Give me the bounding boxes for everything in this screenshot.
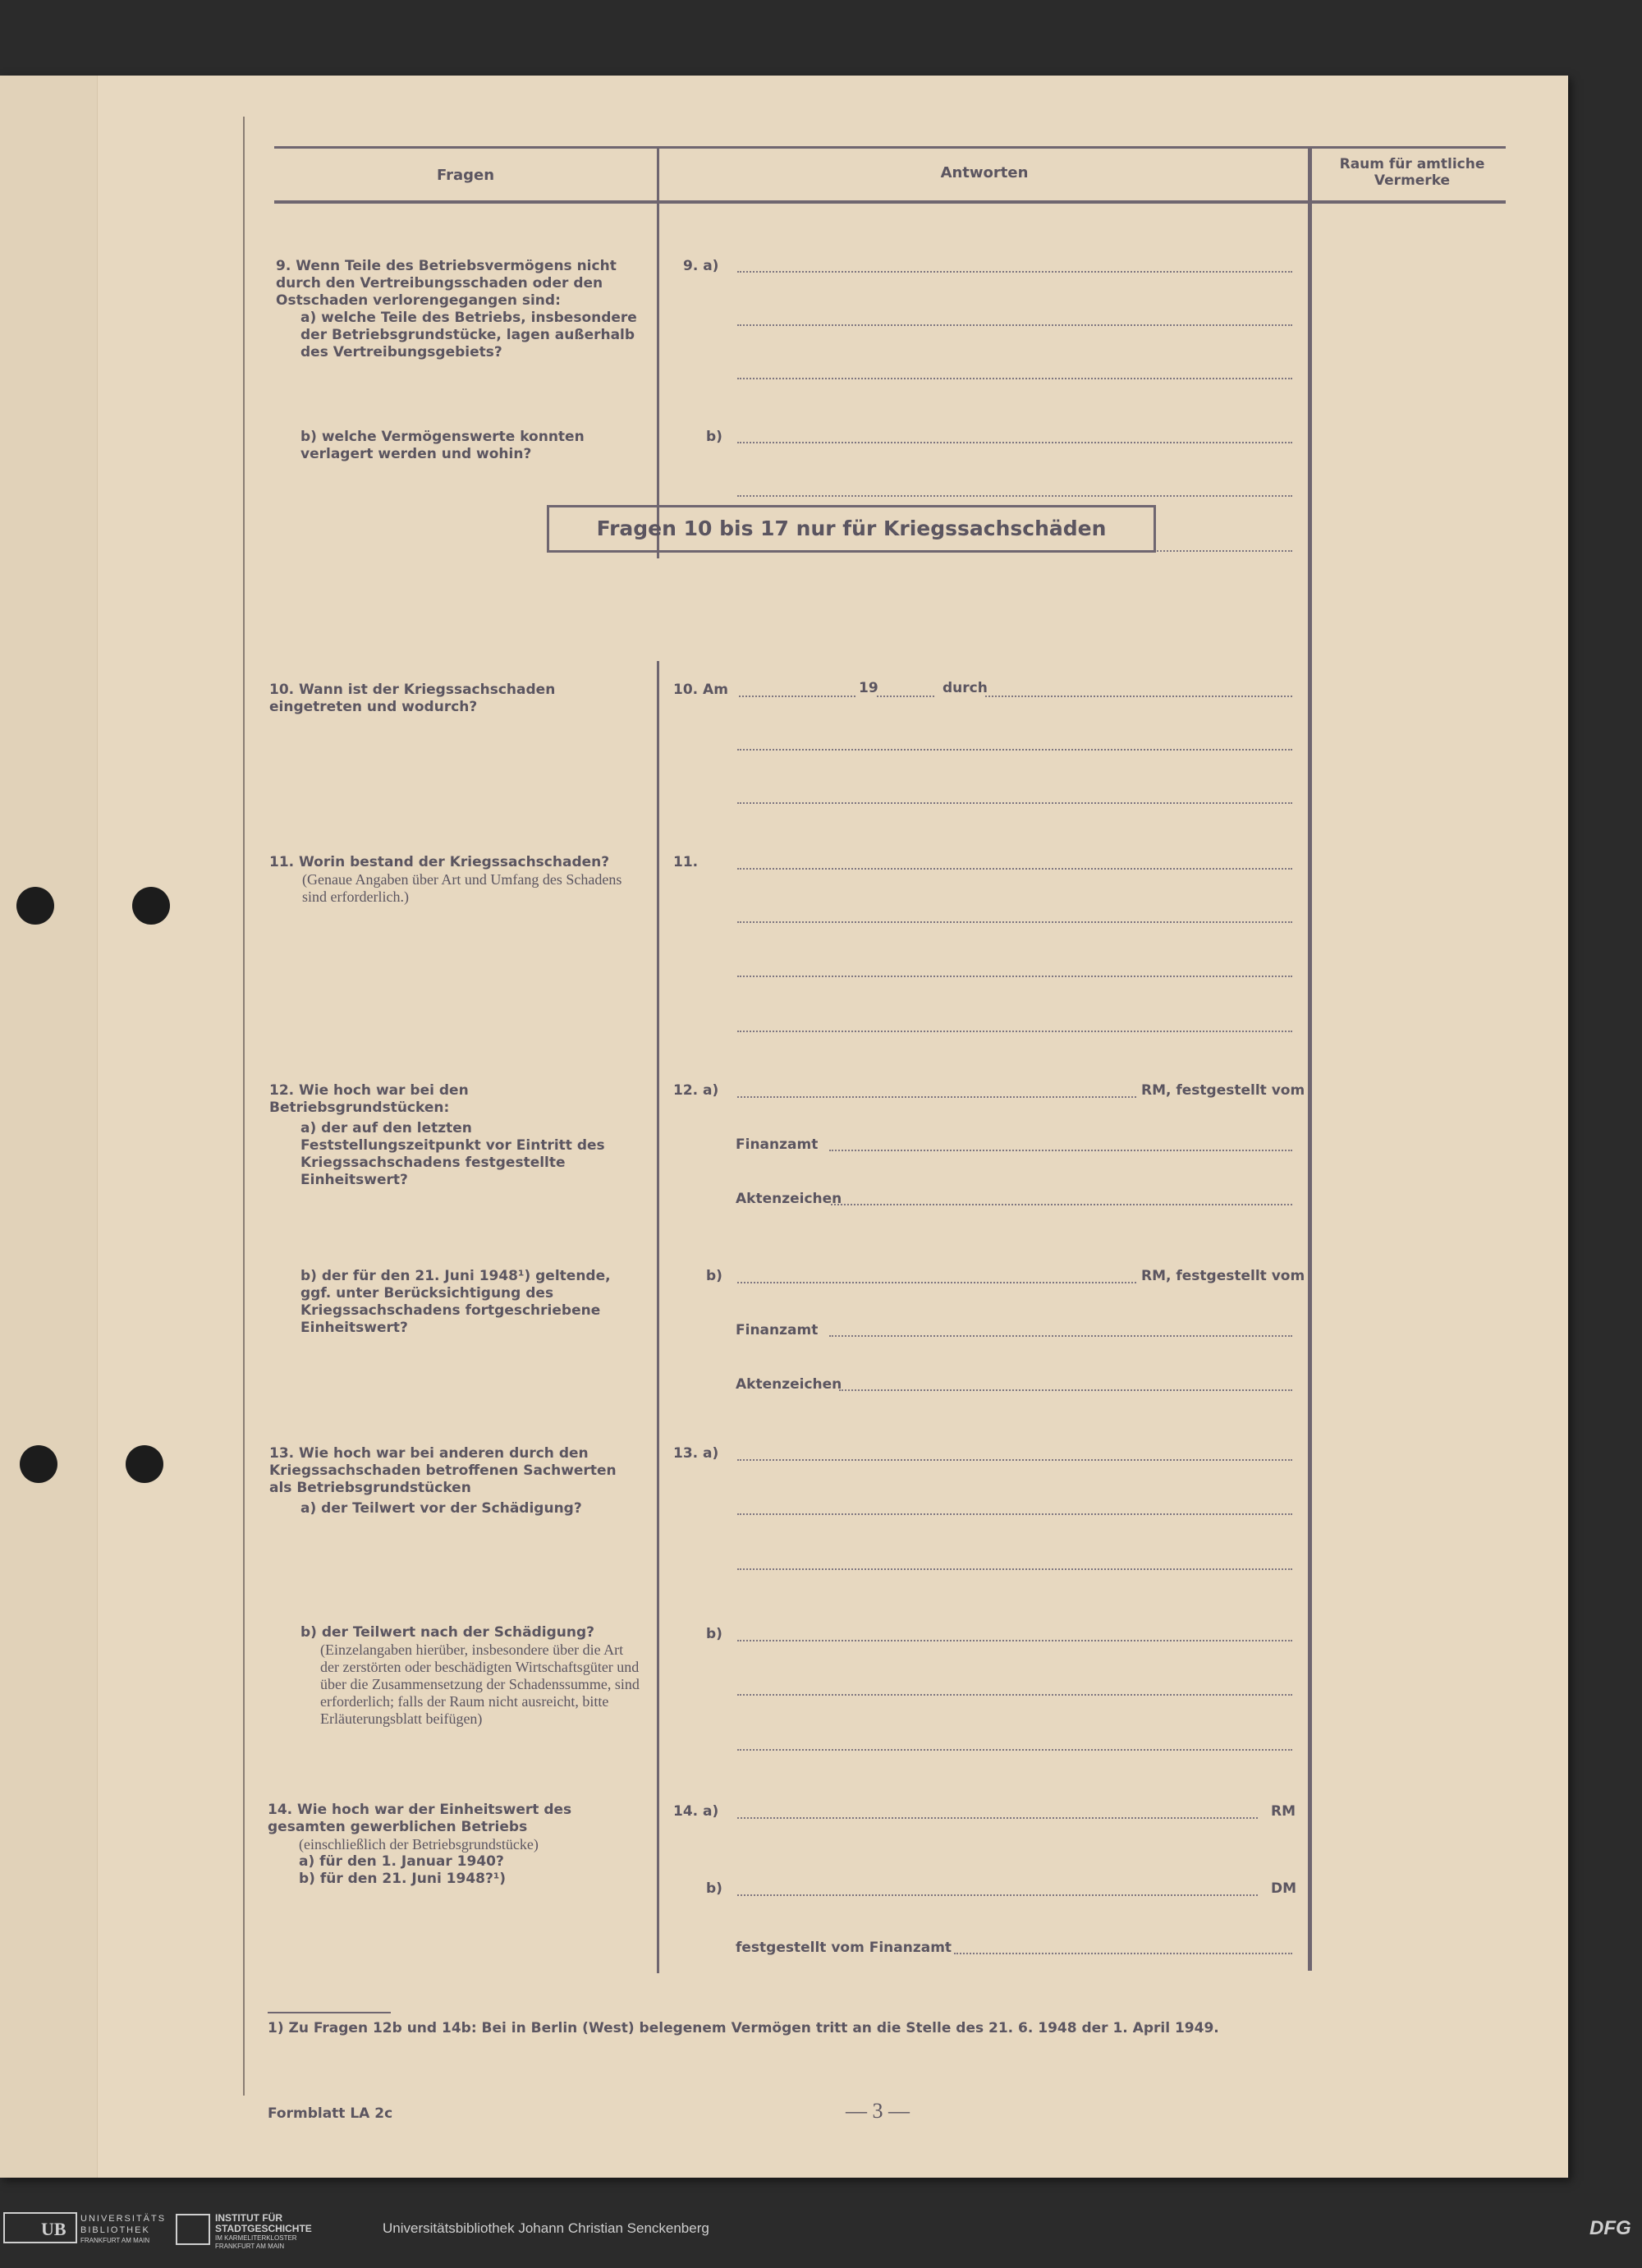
- answer-9b-label: b): [706, 429, 722, 445]
- ub-logo: UB: [3, 2212, 77, 2243]
- column-header-raum: Raum für amtliche Vermerke: [1339, 156, 1485, 189]
- question-13: 13. Wie hoch war bei anderen durch den Kriegssachschaden betroffenen Sachwerten als Betriebsgrundstücken a) der Teilwert vor der Schädigung?: [269, 1445, 640, 1517]
- question-9: 9. Wenn Teile des Betriebsvermögens nicht durch den Vertreibungsschaden oder den Ostschaden verlorengegangen sind: a) welche Teile des Betriebs, insbesondere der Betriebsgrundstücke, lagen außerhalb des Vertreibungsgebiets?: [276, 258, 640, 361]
- answer-10-durch: durch: [943, 680, 988, 696]
- answer-13b-label: b): [706, 1626, 722, 1642]
- answer-line[interactable]: [954, 1953, 1292, 1954]
- answer-line[interactable]: [985, 696, 1292, 697]
- form-id: Formblatt LA 2c: [268, 2105, 393, 2122]
- library-name: Universitätsbibliothek Johann Christian Senckenberg: [383, 2220, 709, 2236]
- answer-13a-label: 13. a): [673, 1445, 719, 1462]
- answer-line[interactable]: [739, 696, 855, 697]
- answer-12a-finanzamt: Finanzamt: [736, 1136, 819, 1153]
- answer-line[interactable]: [737, 1568, 1292, 1570]
- answer-line[interactable]: [877, 696, 934, 697]
- viewer-footer: [0, 2202, 1642, 2268]
- answer-line[interactable]: [829, 1335, 1292, 1337]
- answer-line[interactable]: [737, 378, 1292, 379]
- punch-hole: [20, 1445, 57, 1483]
- column-divider-fragen: [657, 148, 659, 558]
- answer-9a-label: 9. a): [683, 258, 719, 274]
- ub-logo-line1: UNIVERSITÄTS: [80, 2214, 167, 2224]
- column-divider-raum: [1308, 146, 1312, 1971]
- question-14-b: b) für den 21. Juni 1948?¹): [299, 1871, 507, 1887]
- answer-12a-rm: RM, festgestellt vom: [1141, 1082, 1305, 1099]
- column-divider-fragen: [657, 661, 659, 1973]
- question-12: 12. Wie hoch war bei den Betriebsgrundstücken: a) der auf den letzten Feststellungszeitpunkt vor Eintritt des Kriegssachschadens festgestellte Einheitswert?: [269, 1082, 640, 1189]
- answer-line[interactable]: [737, 976, 1292, 977]
- answer-14a-rm: RM: [1271, 1803, 1296, 1820]
- isg-logo-line3: IM KARMELITERKLOSTER: [215, 2234, 297, 2242]
- question-9-b: b) welche Vermögenswerte konnten verlagert werden und wohin?: [300, 429, 585, 462]
- isg-logo-line2: STADTGESCHICHTE: [215, 2223, 312, 2234]
- answer-10-label: 10. Am: [673, 682, 728, 698]
- answer-12b-finanzamt: Finanzamt: [736, 1322, 819, 1338]
- answer-line[interactable]: [737, 1640, 1292, 1641]
- answer-line[interactable]: [737, 749, 1292, 751]
- isg-logo-line4: FRANKFURT AM MAIN: [215, 2243, 285, 2250]
- footnote: 1) Zu Fragen 12b und 14b: Bei in Berlin (West) belegenem Vermögen tritt an die Stelle des 21. 6. 1948 der 1. April 1949.: [268, 2020, 1219, 2036]
- punch-hole: [132, 887, 170, 925]
- answer-12b-rm: RM, festgestellt vom: [1141, 1268, 1305, 1284]
- question-13-b: b) der Teilwert nach der Schädigung? (Einzelangaben hierüber, insbesondere über die Art der zerstörten oder beschädigten Wirtschaftsgüter und über die Zusammensetzung der Schadenssumme, sind erforderlich; falls der Raum nicht ausreicht, bitte Erläuterungsblatt beifügen): [300, 1624, 640, 1727]
- footnote-rule: [268, 2012, 391, 2013]
- left-margin-rule: [243, 117, 245, 2096]
- question-10: 10. Wann ist der Kriegssachschaden eingetreten und wodurch?: [269, 682, 556, 715]
- question-11: 11. Worin bestand der Kriegssachschaden? (Genaue Angaben über Art und Umfang des Schadens sind erforderlich.): [269, 854, 640, 906]
- answer-line[interactable]: [737, 495, 1292, 497]
- punch-hole: [126, 1445, 163, 1483]
- question-11-note: (Genaue Angaben über Art und Umfang des Schadens sind erforderlich.): [302, 871, 622, 905]
- answer-line[interactable]: [737, 1694, 1292, 1696]
- question-14: 14. Wie hoch war der Einheitswert des gesamten gewerblichen Betriebs (einschließlich der Betriebsgrundstücke) a) für den 1. Januar 1940? b) für den 21. Juni 1948?¹): [268, 1802, 640, 1888]
- header-top-rule: [274, 146, 1506, 149]
- answer-14b-label: b): [706, 1880, 722, 1897]
- answer-line[interactable]: [737, 1513, 1292, 1515]
- question-13-note: (Einzelangaben hierüber, insbesondere über die Art der zerstörten oder beschädigten Wirtschaftsgüter und über die Zusammensetzung der Schadenssumme, sind erforderlich; falls der Raum nicht ausreicht, bitte Erläuterungsblatt beifügen): [320, 1641, 640, 1727]
- answer-line[interactable]: [737, 1817, 1258, 1819]
- header-bottom-rule: [274, 200, 1506, 204]
- question-14-a: a) für den 1. Januar 1940?: [299, 1853, 504, 1870]
- answer-line[interactable]: [737, 442, 1292, 443]
- question-14-note: (einschließlich der Betriebsgrundstücke): [299, 1836, 539, 1853]
- answer-line[interactable]: [737, 271, 1292, 273]
- answer-14b-dm: DM: [1271, 1880, 1297, 1897]
- isg-logo: [176, 2214, 210, 2245]
- question-13-a: a) der Teilwert vor der Schädigung?: [300, 1500, 582, 1517]
- column-header-fragen: Fragen: [436, 167, 495, 184]
- answer-line[interactable]: [737, 1749, 1292, 1751]
- ub-logo-line3: FRANKFURT AM MAIN: [80, 2237, 150, 2244]
- answer-14-festgestellt: festgestellt vom Finanzamt: [736, 1940, 952, 1956]
- ub-logo-line2: BIBLIOTHEK: [80, 2225, 150, 2235]
- answer-line[interactable]: [737, 1096, 1136, 1098]
- form-page: [0, 76, 1568, 2178]
- isg-logo-line1: INSTITUT FÜR: [215, 2212, 282, 2224]
- answer-line[interactable]: [737, 1282, 1136, 1283]
- answer-line[interactable]: [737, 1894, 1258, 1896]
- answer-line[interactable]: [737, 1459, 1292, 1461]
- answer-line[interactable]: [737, 802, 1292, 804]
- page-number: — 3 —: [846, 2099, 910, 2123]
- answer-12a-aktenzeichen: Aktenzeichen: [736, 1191, 842, 1207]
- question-12-a: a) der auf den letzten Feststellungszeitpunkt vor Eintritt des Kriegssachschadens festgestellte Einheitswert?: [300, 1120, 605, 1188]
- answer-12a-label: 12. a): [673, 1082, 719, 1099]
- answer-10-year-prefix: 19: [859, 680, 878, 696]
- binder-strip: [0, 76, 98, 2178]
- dfg-logo: DFG: [1589, 2217, 1631, 2239]
- answer-line[interactable]: [737, 324, 1292, 326]
- answer-line[interactable]: [829, 1150, 1292, 1151]
- answer-12b-aktenzeichen: Aktenzeichen: [736, 1376, 842, 1393]
- section-banner: Fragen 10 bis 17 nur für Kriegssachschäden: [547, 505, 1156, 553]
- column-header-antworten: Antworten: [940, 164, 1029, 181]
- answer-11-label: 11.: [673, 854, 699, 870]
- question-12-b: b) der für den 21. Juni 1948¹) geltende, ggf. unter Berücksichtigung des Kriegssachschadens fortgeschriebene Einheitswert?: [300, 1268, 611, 1336]
- answer-line[interactable]: [831, 1204, 1292, 1205]
- answer-line[interactable]: [839, 1389, 1292, 1391]
- punch-hole: [16, 887, 54, 925]
- answer-12b-label: b): [706, 1268, 722, 1284]
- question-9-a: a) welche Teile des Betriebs, insbesondere der Betriebsgrundstücke, lagen außerhalb des Vertreibungsgebiets?: [300, 310, 637, 360]
- answer-line[interactable]: [737, 921, 1292, 923]
- answer-line[interactable]: [737, 1031, 1292, 1032]
- answer-14a-label: 14. a): [673, 1803, 719, 1820]
- answer-line[interactable]: [737, 868, 1292, 870]
